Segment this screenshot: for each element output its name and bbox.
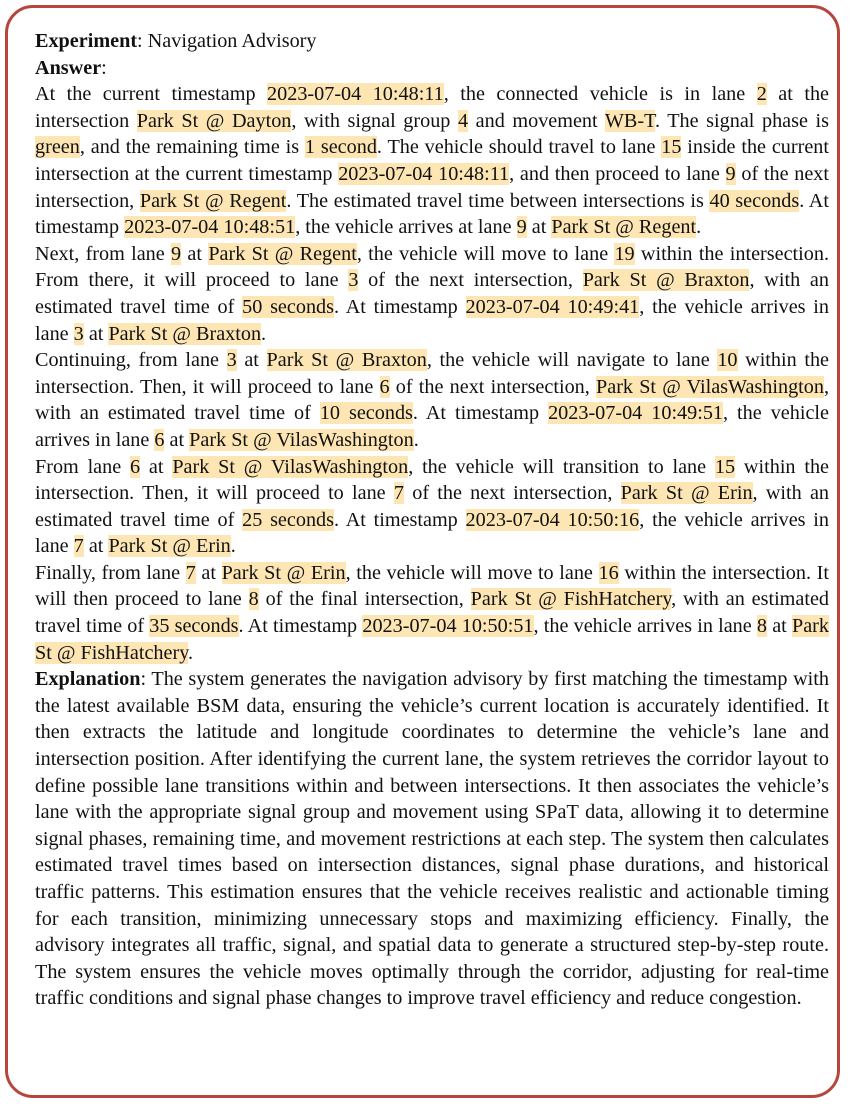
highlighted-value: 19 bbox=[614, 242, 635, 265]
answer-text: At the current timestamp bbox=[35, 83, 268, 106]
highlighted-value: 10 seconds bbox=[319, 402, 413, 425]
highlighted-value: 16 bbox=[598, 561, 619, 584]
highlighted-value: 3 bbox=[73, 322, 84, 345]
answer-text: . At timestamp bbox=[333, 508, 466, 531]
answer-paragraph bbox=[35, 454, 829, 560]
answer-paragraph bbox=[35, 560, 829, 666]
highlighted-value: 7 bbox=[185, 561, 196, 584]
highlighted-value: 7 bbox=[73, 535, 84, 558]
answer-paragraph bbox=[35, 241, 829, 347]
highlighted-value: Park St @ VilasWashington bbox=[596, 375, 824, 398]
answer-text: . The vehicle should travel to lane bbox=[376, 136, 662, 159]
explanation-paragraph bbox=[35, 666, 829, 1012]
answer-text: . bbox=[187, 641, 194, 664]
answer-text: of the next intersection, bbox=[389, 375, 596, 398]
answer-text: , the vehicle will move to lane bbox=[345, 561, 599, 584]
highlighted-value: 40 seconds bbox=[709, 189, 800, 212]
answer-separator: : bbox=[101, 56, 107, 79]
answer-text: of the next intersection, bbox=[35, 162, 829, 212]
highlighted-value: 8 bbox=[756, 615, 768, 638]
highlighted-value: 8 bbox=[248, 588, 259, 611]
answer-text: . bbox=[261, 322, 267, 345]
answer-text: at bbox=[181, 242, 209, 265]
answer-text: at bbox=[195, 561, 222, 584]
answer-text: Finally, from lane bbox=[35, 561, 186, 584]
highlighted-value: 15 bbox=[661, 136, 682, 159]
highlighted-value: 2023-07-04 10:50:16 bbox=[465, 508, 640, 531]
answer-text: and movement bbox=[468, 109, 605, 132]
explanation-text: The system generates the navigation advisory by first matching the timestamp with the latest available BSM data, ensuring the vehicle’s current location is accurately identified. It then extracts the latitude and longitude coordinates to determine the vehicle’s lane and intersection position. After identifying the current lane, the system retrieves the corridor layout to define possible lane transitions within and between intersections. It then associates the vehicle’s lane with the appropriate signal group and movement using SPaT data, allowing it to determine signal phases, remaining time, and movement restrictions at each step. The system then calculates estimated travel times based on intersection distances, signal phase durations, and historical traffic patterns. This estimation ensures that the vehicle receives realistic and actionable timing for each transition, minimizing unnecessary stops and maximizing efficiency. Finally, the advisory integrates all traffic, signal, and spatial data to generate a structured step-by-step route. The system ensures the vehicle moves optimally through the corridor, adjusting for real-time traffic conditions and signal phase changes to improve travel efficiency and reduce congestion. bbox=[35, 668, 829, 1010]
answer-text: at bbox=[767, 615, 792, 638]
experiment-separator: : bbox=[137, 30, 148, 52]
highlighted-value: Park St @ Braxton bbox=[582, 269, 750, 292]
answer-text: of the next intersection, bbox=[403, 482, 621, 505]
answer-text: at bbox=[83, 322, 109, 345]
highlighted-value: Park St @ Regent bbox=[208, 242, 357, 265]
answer-text: , the vehicle arrives in lane bbox=[35, 295, 829, 345]
highlighted-value: WB-T bbox=[604, 109, 655, 132]
highlighted-value: 9 bbox=[171, 242, 182, 265]
answer-text: , with an estimated travel time of bbox=[35, 482, 830, 531]
answer-text: at bbox=[164, 428, 190, 451]
answer-text: . At timestamp bbox=[333, 295, 466, 318]
answer-text: , the vehicle arrives in lane bbox=[35, 402, 829, 451]
answer-text: at bbox=[236, 349, 267, 372]
answer-paragraph bbox=[35, 81, 829, 241]
highlighted-value: 3 bbox=[348, 269, 359, 292]
answer-text: . bbox=[230, 535, 236, 558]
answer-text: Continuing, from lane bbox=[35, 349, 227, 372]
answer-text: , with an estimated travel time of bbox=[35, 269, 829, 318]
explanation-label: Explanation bbox=[35, 668, 141, 691]
answer-text: , the vehicle will transition to lane bbox=[408, 455, 715, 478]
highlighted-value: 7 bbox=[393, 482, 404, 505]
highlighted-value: Park St @ VilasWashington bbox=[172, 455, 409, 478]
highlighted-value: Park St @ Braxton bbox=[266, 349, 427, 372]
answer-text: , the vehicle will navigate to lane bbox=[426, 349, 718, 372]
highlighted-value: Park St @ Regent bbox=[551, 216, 697, 239]
answer-paragraphs bbox=[35, 81, 829, 666]
highlighted-value: Park St @ Erin bbox=[221, 561, 346, 584]
highlighted-value: 9 bbox=[516, 216, 527, 239]
answer-text: at bbox=[526, 216, 552, 239]
answer-text: , and the remaining time is bbox=[79, 136, 305, 159]
highlighted-value: 25 seconds bbox=[242, 508, 334, 531]
highlighted-value: 2023-07-04 10:48:11 bbox=[267, 83, 444, 106]
highlighted-value: 2 bbox=[756, 83, 767, 106]
answer-text: Next, from lane bbox=[35, 242, 172, 265]
answer-text: , and then proceed to lane bbox=[509, 162, 726, 185]
answer-heading bbox=[35, 55, 829, 82]
highlighted-value: 6 bbox=[154, 428, 165, 451]
answer-text: within the intersection. Then, it will proceed to lane bbox=[35, 455, 830, 505]
explanation-separator: : bbox=[140, 668, 152, 691]
highlighted-value: Park St @ Dayton bbox=[136, 109, 292, 132]
highlighted-value: Park St @ VilasWashington bbox=[189, 428, 414, 451]
highlighted-value: 10 bbox=[717, 349, 738, 372]
answer-text: , the connected vehicle is in lane bbox=[443, 83, 757, 106]
answer-text: at bbox=[140, 455, 173, 478]
answer-text: of the final intersection, bbox=[258, 588, 471, 611]
highlighted-value: 2023-07-04 10:48:51 bbox=[124, 216, 296, 239]
highlighted-value: 2023-07-04 10:48:11 bbox=[338, 162, 510, 185]
answer-text: From lane bbox=[35, 455, 131, 478]
highlighted-value: 6 bbox=[130, 455, 141, 478]
answer-text: . At timestamp bbox=[412, 402, 549, 425]
highlighted-value: 3 bbox=[226, 349, 237, 372]
highlighted-value: Park St @ Erin bbox=[108, 535, 231, 558]
answer-text: . bbox=[413, 428, 419, 451]
highlighted-value: 4 bbox=[458, 109, 469, 132]
highlighted-value: 15 bbox=[714, 455, 736, 478]
answer-text: , with an estimated travel time of bbox=[35, 375, 830, 425]
highlighted-value: Park St @ Regent bbox=[139, 189, 287, 212]
answer-paragraph bbox=[35, 347, 829, 453]
answer-text: , the vehicle will move to lane bbox=[356, 242, 615, 265]
highlighted-value: 2023-07-04 10:50:51 bbox=[362, 615, 534, 638]
answer-text: of the next intersection, bbox=[358, 269, 583, 292]
highlighted-value: green bbox=[35, 136, 80, 159]
highlighted-value: Park St @ Erin bbox=[620, 482, 753, 505]
answer-text: , the vehicle arrives at lane bbox=[295, 216, 517, 239]
answer-text: , the vehicle arrives in lane bbox=[35, 508, 829, 558]
experiment-label: Experiment bbox=[35, 30, 138, 52]
highlighted-value: 50 seconds bbox=[242, 295, 334, 318]
highlighted-value: Park St @ Braxton bbox=[108, 322, 262, 345]
answer-text: , with signal group bbox=[291, 109, 458, 132]
highlighted-value: 2023-07-04 10:49:51 bbox=[548, 402, 724, 425]
document-body bbox=[35, 28, 829, 1012]
answer-text: within the intersection. Then, it will proceed to lane bbox=[35, 349, 829, 398]
highlighted-value: Park St @ FishHatchery bbox=[470, 588, 672, 611]
highlighted-value: Park St @ FishHatchery bbox=[35, 615, 829, 664]
answer-text: . The estimated travel time between intersections is bbox=[286, 189, 710, 212]
highlighted-value: 9 bbox=[725, 162, 736, 185]
answer-text: . At timestamp bbox=[35, 189, 829, 239]
answer-text: , the vehicle arrives in lane bbox=[533, 615, 757, 638]
experiment-value: Navigation Advisory bbox=[147, 30, 317, 52]
experiment-line bbox=[35, 28, 829, 55]
answer-text: within the intersection. It will then proceed to lane bbox=[35, 561, 829, 611]
highlighted-value: 35 seconds bbox=[149, 615, 239, 638]
answer-label: Answer bbox=[35, 56, 102, 79]
answer-text: inside the current intersection at the current timestamp bbox=[35, 136, 830, 185]
highlighted-value: 1 second bbox=[304, 136, 377, 159]
answer-text: at bbox=[83, 535, 109, 558]
answer-text: . The signal phase is bbox=[654, 109, 829, 132]
answer-text: . bbox=[696, 216, 702, 239]
highlighted-value: 2023-07-04 10:49:41 bbox=[465, 295, 640, 318]
answer-text: at the intersection bbox=[35, 83, 829, 132]
answer-text: within the intersection. From there, it will proceed to lane bbox=[35, 242, 830, 292]
document-frame bbox=[5, 5, 840, 1098]
highlighted-value: 6 bbox=[379, 375, 390, 398]
answer-text: . At timestamp bbox=[238, 615, 363, 638]
answer-text: , with an estimated travel time of bbox=[35, 588, 830, 638]
